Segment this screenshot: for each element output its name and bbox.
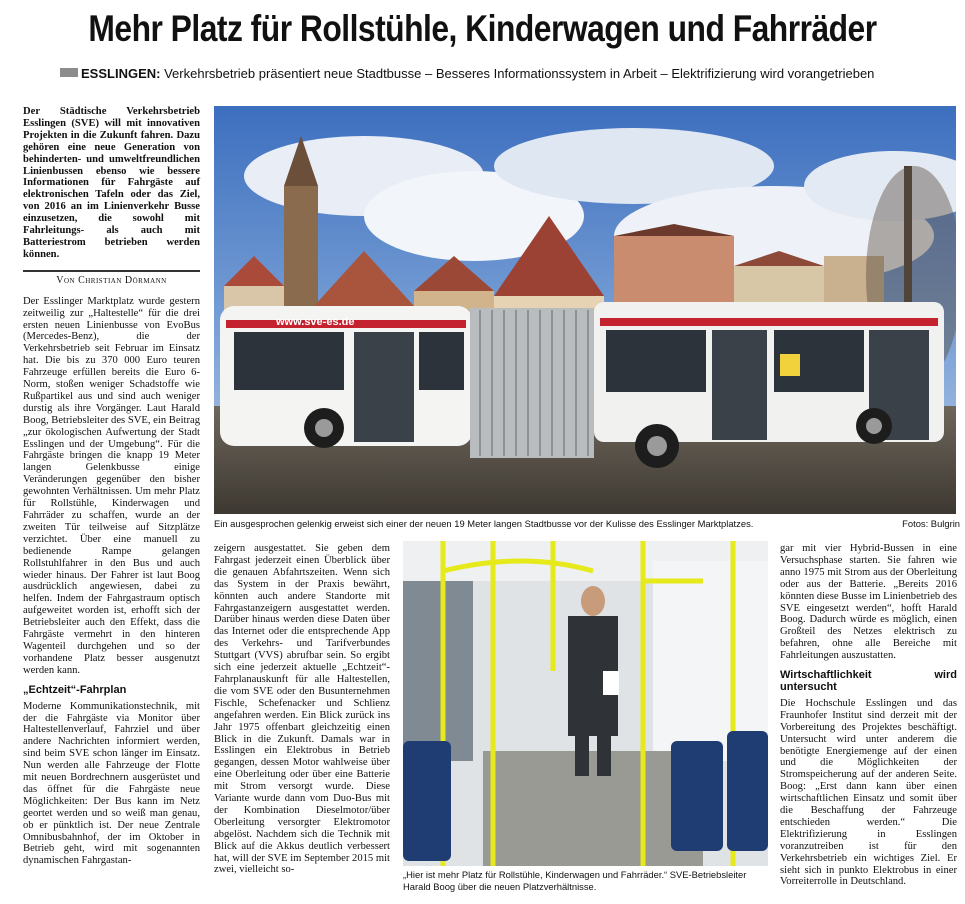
bus-website-text: www.sve-es.de — [276, 316, 355, 328]
column-3 — [780, 543, 957, 888]
body-paragraph-1: Der Esslinger Marktplatz wurde gestern zeitweilig zur „Haltestelle“ für die drei ersten neuen Linienbusse von EvoBus (Mercedes-Benz), die der Verkehrsbetrieb seit Februar im Einsatz hat. Die bis zu 370 000 Euro teuren Fahrzeuge erfüllen bereits die Euro 6-Norm, stoßen weniger Schadstoffe wie Rußpartikel aus und sind auch weniger durstig als ihre Vorgänger. Laut Harald Boog, Betriebsleiter des SVE, ein Beitrag „zur ökologischen Aufwertung der Stadt Esslingen und der Umgebung“. Für die Fahrgäste bringen die knapp 19 Meter langen Gelenkbusse einige Veränderungen gegenüber den bisher gewohnten Verhältnissen. Um mehr Platz für Rollstühle, Kinderwagen und Fahrräder zu schaffen, wurde an der zweiten Tür teilweise auf Sitzplätze verzichtet. Über eine manuell zu bedienende Rampe gelangen Rollstuhlfahrer in den Bus und auch wieder hinaus. Der Fahrer ist laut Boog ausdrücklich angewiesen, dabei zu helfen. Indem der Fahrgastraum optisch aufgeweitet worden ist, erhofft sich der Betriebsleiter auch den Effekt, dass die Fahrgäste vermehrt in den hinteren Wagenteil durchgehen und so der vorhandene Platz besser ausgenutzt werden kann. — [23, 295, 200, 676]
lead-paragraph: Der Städtische Verkehrsbetrieb Esslingen (SVE) will mit innovativen Projekten in die Zukunft fahren. Dazu gehören eine neue Generation von behinderten- und umweltfreundlichen Linienbussen ebenso wie bessere Informationen für Fahrgäste auf elektronischen Tafeln oder das Ziel, von 2016 an im Linienverkehr Busse einzusetzen, die sowohl mit Fahrleitungs- als auch mit Batteriestrom betrieben werden können. — [23, 106, 200, 260]
subhead-wirtschaftlichkeit: Wirtschaftlichkeit wird untersucht — [780, 669, 957, 693]
subline-location: ESSLINGEN: — [81, 66, 161, 81]
subline-text: Verkehrsbetrieb präsentiert neue Stadtbusse – Besseres Informationssystem in Arbeit – Elektrifizierung wird vorangetrieben — [164, 66, 875, 81]
photo-bus-interior — [403, 541, 768, 866]
subline-marker — [60, 68, 78, 77]
body-paragraph-5: Die Hochschule Esslingen und das Fraunhofer Institut sind derzeit mit der Vorbereitung des Projektes beschäftigt. Untersucht wird unter anderem die benötigte Energiemenge auf der einen und die Möglichkeiten der Stromspeicherung auf der anderen Seite. Boog: „Erst dann kann über einen wirtschaftlichen Einsatz und somit über die Beschaffung der Fahrzeuge entschieden werden.“ Die Elektrifizierung in Esslingen voranzutreiben ist für den Verkehrsbetrieb ein wichtiges Ziel. Er sieht sich in punkto Elektrobus in einer Vorreiterrolle in Deutschland. — [780, 697, 957, 888]
body-paragraph-3: zeigern ausgestattet. Sie geben dem Fahrgast jederzeit einen Überblick über die genauen Abfahrtszeiten. Wenn sich das System in der Praxis bewährt, könnten auch andere Standorte mit Fahrgastanzeigern ausgestattet werden. Darüber hinaus werden diese Daten über das Internet oder die entsprechende App des Verkehrs- und Tarifverbundes Stuttgart (VVS) abrufbar sein. So ergibt sich eine jederzeit aktuelle „Echtzeit“-Fahrplanauskunft für alle Haltestellen, die vom SVE oder den Busunternehmen Fischle, Schefenacker und Schlienz angefahren werden. Ein Blick zurück ins Jahr 1975 offenbart gleichzeitig einen Blick in die Zukunft. Damals war in Esslingen ein Elektrobus in Betrieb gegangen, dessen Motor wahlweise über eine Oberleitung oder über eine Batterie mit Strom versorgt wurde. Diese Variante wurde dann vom Duo-Bus mit der Kombination Dieselmotor/über Oberleitung versorgter Elektromotor abgelöst. Nachdem sich die Technik mit Blick auf die Akkus deutlich verbessert hat, will der SVE im September 2015 mit zwei, vielleicht so- — [214, 543, 390, 876]
column-2 — [214, 543, 390, 876]
author-byline: Von Christian Dörmann — [56, 274, 167, 286]
photo-credit: Fotos: Bulgrin — [902, 518, 960, 529]
author-divider — [23, 270, 200, 272]
subline — [60, 66, 960, 81]
interior-photo-illustration — [403, 541, 768, 866]
subhead-echtzeit: „Echtzeit“-Fahrplan — [23, 683, 127, 696]
column-1 — [23, 106, 200, 867]
body-paragraph-2: Moderne Kommunikationstechnik, mit der die Fahrgäste via Monitor über Haltestellenverlauf, Fahrziel und über andere Nachrichten informiert werden, sind beim SVE schon länger im Einsatz. Nun werden alle Fahrzeuge der Flotte mit neuen Bordrechnern ausgerüstet und das öffnet für die Fahrgäste neue Möglichkeiten: Der Bus kann im Netz geortet werden und so weiß man genau, ob er pünktlich ist. Der neue Zentrale Omnibusbahnhof, der im Oktober in Betrieb geht, wird mit sogenannten dynamischen Fahrgastan- — [23, 700, 200, 867]
bus-photo-illustration — [214, 106, 956, 514]
headline: Mehr Platz für Rollstühle, Kinderwagen und Fahrräder — [88, 8, 877, 49]
photo1-caption: Ein ausgesprochen gelenkig erweist sich einer der neuen 19 Meter langen Stadtbusse vor der Kulisse des Esslinger Marktplatzes. — [214, 518, 754, 529]
photo-bus-marktplatz — [214, 106, 956, 514]
photo2-caption: „Hier ist mehr Platz für Rollstühle, Kinderwagen und Fahrräder.“ SVE-Betriebsleiter Harald Boog über die neuen Platzverhältnisse. — [403, 869, 747, 892]
body-paragraph-4: gar mit vier Hybrid-Bussen in eine Versuchsphase starten. Sie fahren wie anno 1975 mit Strom aus der Oberleitung oder aus der Batterie. „Bereits 2016 könnten diese Busse im Linienbetrieb des SVE eingesetzt werden“, hofft Harald Boog. Dadurch würde es möglich, einen Großteil des Netzes elektrisch zu befahren, ohne alle Bereiche mit Fahrleitungen auszustatten. — [780, 543, 957, 662]
